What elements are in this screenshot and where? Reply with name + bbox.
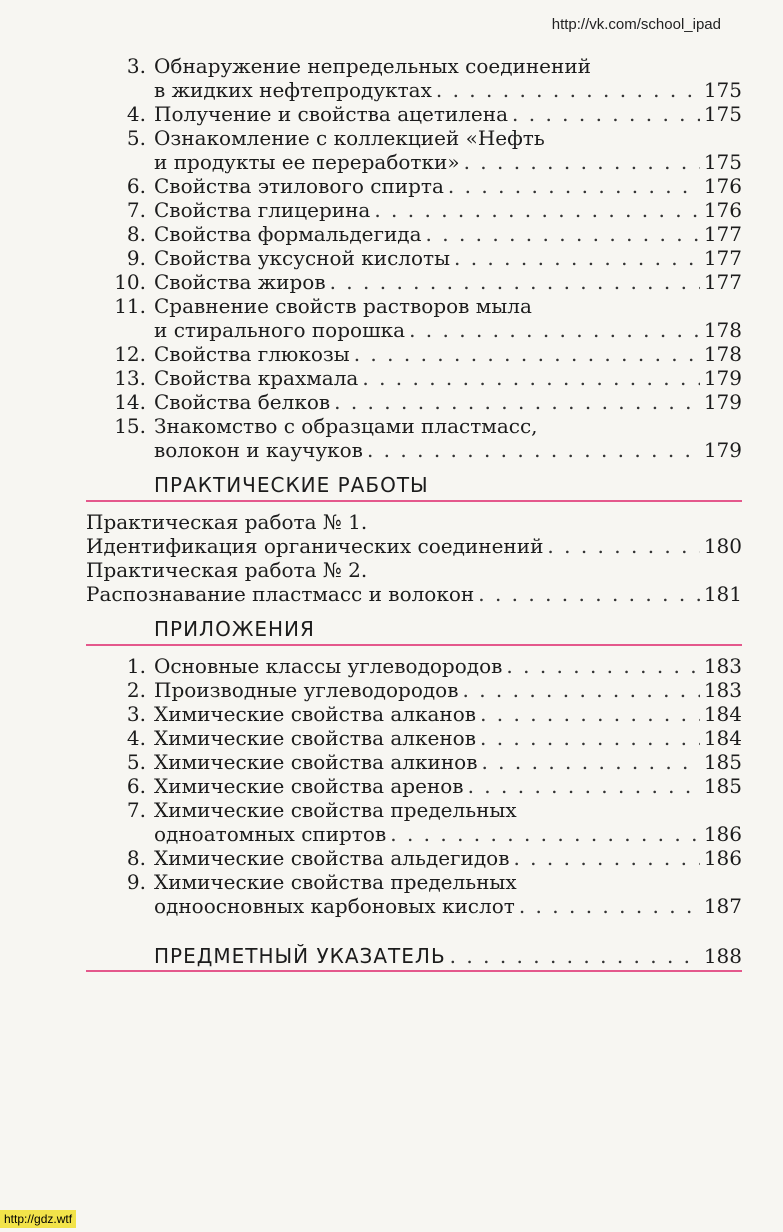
entry-title: Идентификация органических соединений: [86, 534, 544, 558]
entry-number: 6.: [126, 174, 146, 198]
entry-page: 177: [703, 246, 742, 270]
index-divider: [86, 970, 742, 972]
entry-number: 8.: [126, 222, 146, 246]
entry-page: 180: [703, 534, 742, 558]
watermark-bottom: http://gdz.wtf: [0, 1210, 76, 1228]
entry-page: 181: [703, 582, 742, 606]
entry-title: Химические свойства алканов: [154, 702, 477, 726]
entry-number: 4.: [126, 726, 146, 750]
toc-entry: [86, 894, 742, 918]
entry-page: 177: [703, 222, 742, 246]
entry-page: 184: [703, 726, 742, 750]
practical-title: Практическая работа № 1.: [86, 510, 368, 534]
toc-entry: [86, 198, 742, 222]
practical-entry: [86, 582, 742, 606]
entry-number: 6.: [126, 774, 146, 798]
entry-page: 175: [703, 78, 742, 102]
entry-number: 2.: [126, 678, 146, 702]
entry-title: Знакомство с образцами пластмасс,: [154, 414, 538, 438]
entry-title: Химические свойства аренов: [154, 774, 464, 798]
toc-entry: [86, 390, 742, 414]
entry-number: 9.: [126, 870, 146, 894]
entry-page: 187: [703, 894, 742, 918]
entry-title: и стирального порошка: [154, 318, 406, 342]
entry-title: Свойства уксусной кислоты: [154, 246, 450, 270]
entry-title: Свойства этилового спирта: [154, 174, 444, 198]
entry-number: 9.: [126, 246, 146, 270]
toc-entry: [86, 702, 742, 726]
entry-title: волокон и каучуков: [154, 438, 363, 462]
entry-title: Химические свойства предельных: [154, 870, 517, 894]
entry-page: 186: [703, 846, 742, 870]
entry-number: 15.: [114, 414, 146, 438]
entry-page: 183: [703, 654, 742, 678]
entry-title: Основные классы углеводородов: [154, 654, 503, 678]
entry-title: Химические свойства алкинов: [154, 750, 478, 774]
entry-page: 179: [703, 366, 742, 390]
entry-title: Ознакомление с коллекцией «Нефть: [154, 126, 545, 150]
entry-title: Свойства жиров: [154, 270, 326, 294]
toc-entry: [86, 222, 742, 246]
toc-entry: [86, 414, 742, 438]
entry-page: 185: [703, 750, 742, 774]
practical-divider: [86, 500, 742, 502]
toc-entry: [86, 750, 742, 774]
entry-page: 176: [703, 174, 742, 198]
toc-entry: [86, 150, 742, 174]
toc-entry: [86, 126, 742, 150]
toc-entry: [86, 318, 742, 342]
entry-page: 178: [703, 342, 742, 366]
practical-title: Практическая работа № 2.: [86, 558, 368, 582]
entry-title: Свойства глицерина: [154, 198, 371, 222]
entry-title: Химические свойства предельных: [154, 798, 517, 822]
entry-number: 3.: [126, 54, 146, 78]
entry-title: Распознавание пластмасс и волокон: [86, 582, 475, 606]
practical-heading: ПРАКТИЧЕСКИЕ РАБОТЫ: [154, 473, 429, 497]
entry-page: 183: [703, 678, 742, 702]
entry-page: 175: [703, 102, 742, 126]
entry-page: 184: [703, 702, 742, 726]
entry-number: 14.: [114, 390, 146, 414]
entry-number: 10.: [114, 270, 146, 294]
entry-title: Химические свойства алкенов: [154, 726, 476, 750]
toc-entry: [86, 846, 742, 870]
toc-entry: [86, 798, 742, 822]
toc-entry: [86, 654, 742, 678]
entry-page: 176: [703, 198, 742, 222]
toc-entry: [86, 342, 742, 366]
entry-number: 12.: [114, 342, 146, 366]
entry-title: Свойства белков: [154, 390, 331, 414]
entry-number: 7.: [126, 798, 146, 822]
table-of-contents: [86, 54, 742, 980]
entry-page: 177: [703, 270, 742, 294]
toc-entry: [86, 174, 742, 198]
entry-title: Свойства крахмала: [154, 366, 359, 390]
entry-number: 5.: [126, 750, 146, 774]
entry-page: 179: [703, 390, 742, 414]
toc-entry: [86, 870, 742, 894]
entry-title: Свойства формальдегида: [154, 222, 422, 246]
watermark-top: http://vk.com/school_ipad: [551, 16, 721, 33]
entry-title: и продукты ее переработки»: [154, 150, 460, 174]
toc-entry: [86, 726, 742, 750]
entry-page: 175: [703, 150, 742, 174]
entry-number: 8.: [126, 846, 146, 870]
toc-entry: [86, 246, 742, 270]
toc-entry: [86, 270, 742, 294]
entry-number: 11.: [114, 294, 146, 318]
entry-title: Получение и свойства ацетилена: [154, 102, 509, 126]
index-heading: ПРЕДМЕТНЫЙ УКАЗАТЕЛЬ: [154, 944, 446, 968]
toc-entry: [86, 822, 742, 846]
appendix-divider: [86, 644, 742, 646]
toc-entry: [86, 366, 742, 390]
entry-number: 3.: [126, 702, 146, 726]
appendix-list: [86, 654, 742, 918]
toc-entry: [86, 54, 742, 78]
index-page: 188: [703, 944, 742, 968]
appendix-heading: ПРИЛОЖЕНИЯ: [154, 617, 315, 641]
toc-entry: [86, 102, 742, 126]
entry-title: одноосновных карбоновых кислот: [154, 894, 515, 918]
toc-entry: [86, 774, 742, 798]
entry-page: 186: [703, 822, 742, 846]
entry-title: Сравнение свойств растворов мыла: [154, 294, 532, 318]
practical-entry: [86, 534, 742, 558]
toc-entry: [86, 78, 742, 102]
entry-number: 13.: [114, 366, 146, 390]
entry-page: 185: [703, 774, 742, 798]
entry-title: Производные углеводородов: [154, 678, 459, 702]
entry-title: Химические свойства альдегидов: [154, 846, 510, 870]
entry-number: 4.: [126, 102, 146, 126]
entry-title: одноатомных спиртов: [154, 822, 387, 846]
toc-entry: [86, 294, 742, 318]
entry-number: 1.: [126, 654, 146, 678]
entry-number: 5.: [126, 126, 146, 150]
entry-page: 178: [703, 318, 742, 342]
entry-title: Свойства глюкозы: [154, 342, 350, 366]
entry-title: Обнаружение непредельных соединений: [154, 54, 591, 78]
toc-entry: [86, 438, 742, 462]
entry-number: 7.: [126, 198, 146, 222]
practical-list: [86, 510, 742, 606]
entry-page: 179: [703, 438, 742, 462]
experiments-list: [86, 54, 742, 462]
toc-entry: [86, 678, 742, 702]
index-entry: [86, 944, 742, 968]
entry-title: в жидких нефтепродуктах: [154, 78, 432, 102]
